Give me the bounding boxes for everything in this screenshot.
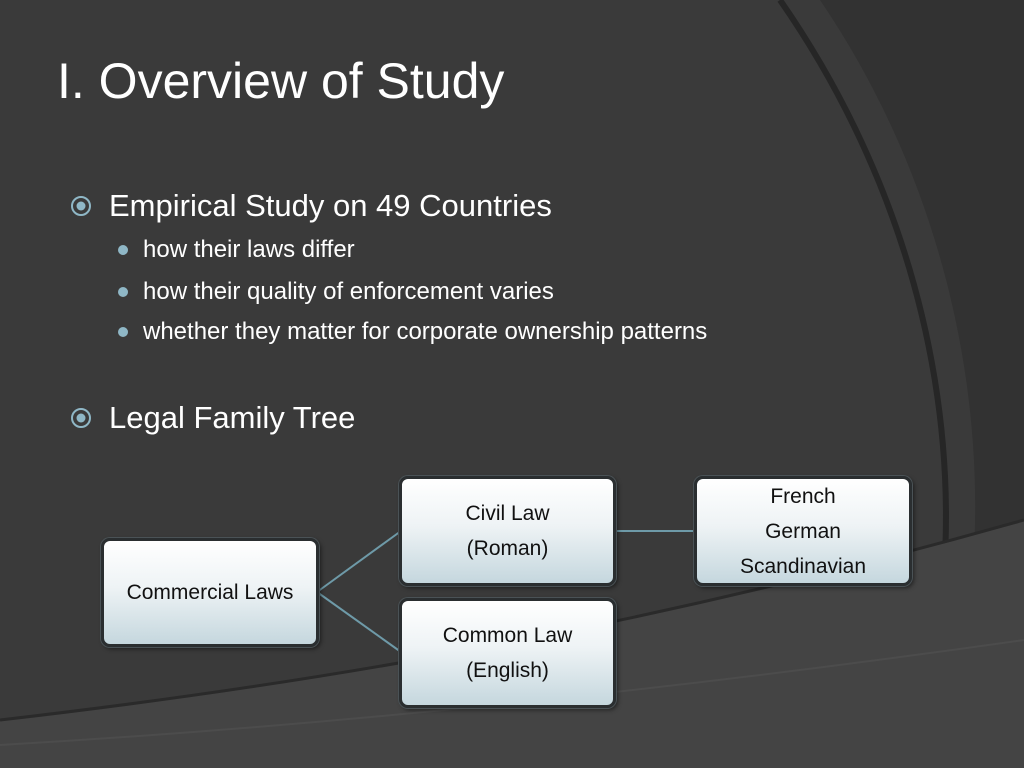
- filled-dot-icon: [118, 245, 128, 255]
- subitem: [118, 236, 355, 264]
- circled-dot-icon: [70, 195, 92, 217]
- subitem: [118, 318, 707, 346]
- node-sublabel: (Roman): [466, 537, 549, 560]
- subitem-text: whether they matter for corporate ownership patterns: [143, 318, 708, 345]
- node-commercial-laws: [101, 538, 319, 647]
- bullet-text: Legal Family Tree: [109, 400, 356, 435]
- node-civil-law-families: [694, 476, 912, 586]
- circled-dot-icon: [70, 407, 92, 429]
- node-item: German: [765, 519, 841, 543]
- slide-title: I. Overview of Study: [57, 53, 505, 109]
- node-sublabel: (English): [466, 659, 549, 682]
- subitem-text: how their laws differ: [143, 236, 355, 263]
- bullet-empirical-study: [70, 188, 552, 224]
- node-label: Civil Law: [465, 502, 550, 525]
- node-label: Commercial Laws: [126, 581, 294, 604]
- node-common-law: [399, 598, 616, 708]
- filled-dot-icon: [118, 327, 128, 337]
- bullet-legal-family-tree: [70, 400, 355, 436]
- filled-dot-icon: [118, 287, 128, 297]
- bullet-text: Empirical Study on 49 Countries: [109, 188, 552, 223]
- node-item: French: [770, 484, 836, 508]
- subitem-text: how their quality of enforcement varies: [143, 278, 554, 305]
- node-label: Common Law: [442, 624, 573, 647]
- node-item: Scandinavian: [739, 554, 867, 578]
- subitem: [118, 278, 554, 306]
- node-civil-law: [399, 476, 616, 586]
